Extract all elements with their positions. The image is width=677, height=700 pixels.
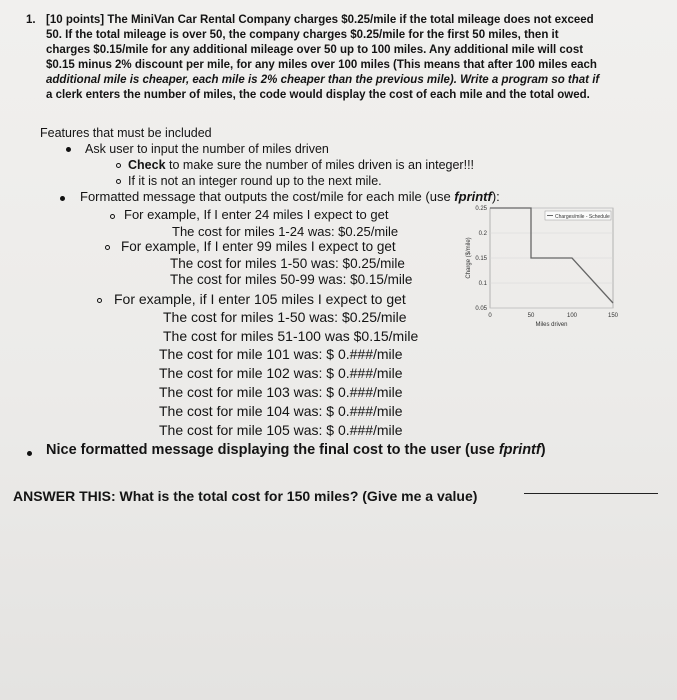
example-3-output-3: The cost for mile 101 was: $ 0.###/mile: [159, 346, 403, 362]
final-end: ): [540, 442, 546, 458]
sub-bullet-icon: [116, 179, 121, 184]
example-3-output-4: The cost for mile 102 was: $ 0.###/mile: [159, 365, 403, 381]
final-message-item: [46, 443, 546, 457]
question-line-6: a clerk enters the number of miles, the code would display the cost of each mile and the total owed.: [46, 89, 590, 101]
x-tick-label: 0: [488, 313, 492, 319]
bullet-icon: [66, 147, 71, 152]
example-2-output-1: The cost for miles 1-50 was: $0.25/mile: [170, 256, 405, 271]
question-number: 1.: [26, 14, 36, 26]
x-axis-label: Miles driven: [535, 322, 568, 328]
example-3-output-2: The cost for miles 51-100 was $0.15/mile: [163, 328, 419, 344]
formatted-end: ):: [491, 189, 500, 204]
question-line-5: additional mile is cheaper, each mile is 2% cheaper than the previous mile). Write a program so that if: [46, 74, 600, 86]
x-tick-label: 100: [566, 313, 578, 319]
question-line-3: charges $0.15/mile for any additional mileage over 50 up to 100 miles. Any additional mile will cost: [46, 44, 584, 56]
y-tick-label: 0.2: [478, 231, 487, 237]
legend-label: Charges/mile - Schedule: [555, 214, 610, 220]
final-fprintf-word: fprintf: [498, 442, 541, 458]
schedule-series-line: [490, 208, 613, 303]
example-1-output: The cost for miles 1-24 was: $0.25/mile: [172, 224, 399, 239]
check-word: Check: [128, 158, 166, 172]
rate-schedule-chart: [458, 196, 668, 346]
example-2-intro: For example, If I enter 99 miles I expect to get: [121, 239, 396, 254]
example-3-output-1: The cost for miles 1-50 was: $0.25/mile: [163, 309, 407, 325]
x-tick-label: 50: [527, 313, 535, 319]
sub-bullet-icon: [97, 298, 102, 303]
y-tick-label: 0.15: [475, 256, 487, 262]
example-1-intro: For example, If I enter 24 miles I expect to get: [124, 207, 389, 222]
question-line-1: [10 points] The MiniVan Car Rental Company charges $0.25/mile if the total mileage does not exceed: [46, 14, 594, 26]
sub-bullet-icon: [116, 163, 121, 168]
question-line-2: 50. If the total mileage is over 50, the company charges $0.25/mile for the first 50 miles, then it: [46, 29, 559, 41]
example-3-output-7: The cost for mile 105 was: $ 0.###/mile: [159, 422, 403, 438]
formatted-text: Formatted message that outputs the cost/mile for each mile (use: [80, 189, 455, 204]
sub-bullet-icon: [105, 245, 110, 250]
example-2-output-2: The cost for miles 50-99 was: $0.15/mile: [170, 272, 413, 287]
x-tick-label: 150: [607, 313, 619, 319]
example-3-output-5: The cost for mile 103 was: $ 0.###/mile: [159, 384, 403, 400]
bullet-icon: [27, 451, 32, 456]
answer-blank-line: [524, 493, 658, 494]
y-axis-label: Charge ($/mile): [466, 237, 472, 279]
question-line-4: $0.15 minus 2% discount per mile, for any miles over 100 miles (This means that after 100 miles each: [46, 59, 597, 71]
example-3-output-6: The cost for mile 104 was: $ 0.###/mile: [159, 403, 403, 419]
fprintf-word: fprintf: [454, 189, 492, 204]
sub-bullet-icon: [110, 214, 115, 219]
final-text: Nice formatted message displaying the final cost to the user (use: [46, 442, 499, 458]
y-tick-label: 0.25: [475, 206, 487, 212]
y-tick-label: 0.05: [475, 306, 487, 312]
check-integer-item: [128, 158, 474, 172]
check-rest: to make sure the number of miles driven is an integer!!!: [165, 158, 475, 172]
y-tick-label: 0.1: [478, 281, 487, 287]
answer-prompt: ANSWER THIS: What is the total cost for 150 miles? (Give me a value): [13, 488, 478, 504]
bullet-icon: [60, 196, 65, 201]
example-3-intro: For example, if I enter 105 miles I expect to get: [114, 291, 406, 307]
round-up-item: If it is not an integer round up to the next mile.: [128, 174, 382, 188]
features-heading: Features that must be included: [40, 126, 212, 140]
formatted-message-item: [80, 190, 500, 204]
ask-user-item: Ask user to input the number of miles driven: [85, 142, 329, 156]
